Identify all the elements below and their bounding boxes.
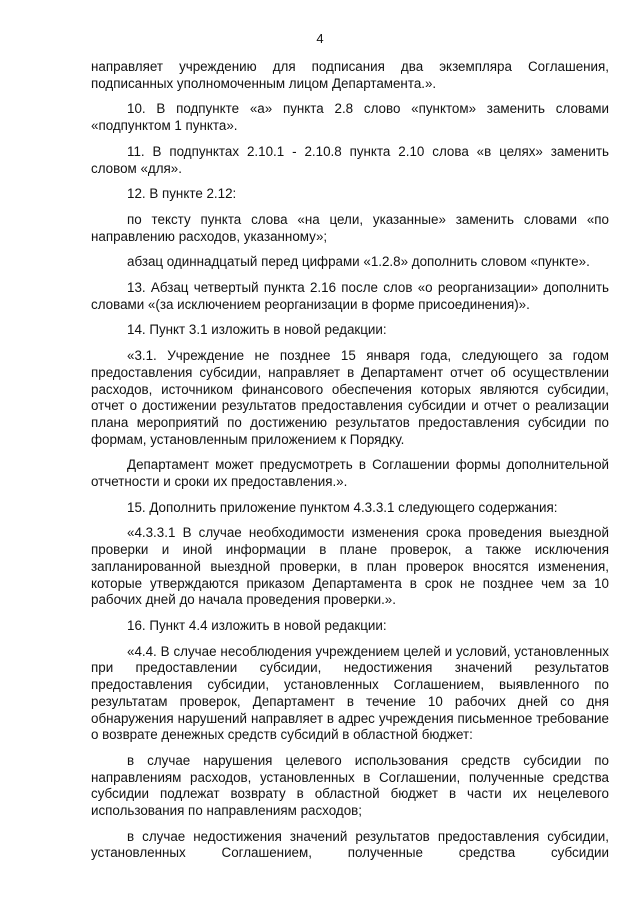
paragraph-continuation: направляет учреждению для подписания два экземпляра Соглашения, подписанных уполномоченным лицом Департамента.».: [91, 59, 609, 91]
paragraph-item-15: 15. Дополнить приложение пунктом 4.3.3.1 следующего содержания:: [127, 499, 558, 515]
page-number: 4: [316, 31, 324, 46]
paragraph-clause-4-3-3-1: «4.3.3.1 В случае необходимости изменения срока проведения выездной проверки и иной информации в плане проверок, а также исключения запланированной выездной проверки, в план проверок вносятся изменения, которые утверждаются приказом Департамента в срок не позднее чем за 10 рабочих дней до начала проведения проверки.».: [91, 525, 609, 608]
document-body: [91, 59, 609, 871]
paragraph-item-12: 12. В пункте 2.12:: [127, 186, 237, 202]
paragraph-clause-4-4-case-2: в случае недостижения значений результатов предоставления субсидии, установленных Соглашением, полученные средства субсидии: [91, 828, 609, 861]
paragraph-clause-4-4: «4.4. В случае несоблюдения учреждением целей и условий, установленных при предоставлении субсидии, недостижения значений результатов предоставления субсидии, установленных Соглашением, выявленного по результатам проверок, Департамент в течение 10 рабочих дней со дня обнаружения нарушений направляет в адрес учреждения письменное требование о возврате денежных средств субсидий в областной бюджет:: [91, 643, 609, 743]
paragraph-item-12-abzac: абзац одиннадцатый перед цифрами «1.2.8» дополнить словом «пункте».: [127, 254, 590, 270]
paragraph-item-14: 14. Пункт 3.1 изложить в новой редакции:: [127, 322, 387, 338]
paragraph-item-10: 10. В подпункте «а» пункта 2.8 слово «пунктом» заменить словами «подпунктом 1 пункта».: [91, 101, 609, 134]
paragraph-item-13: 13. Абзац четвертый пункта 2.16 после слов «о реорганизации» дополнить словами «(за исключением реорганизации в форме присоединения)».: [91, 280, 609, 312]
paragraph-item-16: 16. Пункт 4.4 изложить в новой редакции:: [127, 617, 387, 633]
paragraph-clause-4-4-case-1: в случае нарушения целевого использования средств субсидии по направлениям расходов, установленных в Соглашении, полученные средства субсидии подлежат возврату в областной бюджет в части их нецелевого использования по направлениям расходов;: [91, 752, 609, 819]
paragraph-clause-3-1: «3.1. Учреждение не позднее 15 января года, следующего за годом предоставления субсидии, направляет в Департамент отчет об осуществлении расходов, источником финансового обеспечения которых являются субсидии, отчет о достижении результатов предоставления субсидии и отчет о реализации плана мероприятий по достижению результатов предоставления субсидии по формам, установленным приложением к Порядку.: [91, 348, 609, 447]
paragraph-item-11: 11. В подпунктах 2.10.1 - 2.10.8 пункта 2.10 слова «в целях» заменить словом «для».: [91, 143, 609, 176]
paragraph-item-12-text: по тексту пункта слова «на цели, указанные» заменить словами «по направлению расходов, указанному»;: [91, 211, 609, 244]
paragraph-clause-3-1-cont: Департамент может предусмотреть в Соглашении формы дополнительной отчетности и сроки их предоставления.».: [91, 457, 609, 490]
